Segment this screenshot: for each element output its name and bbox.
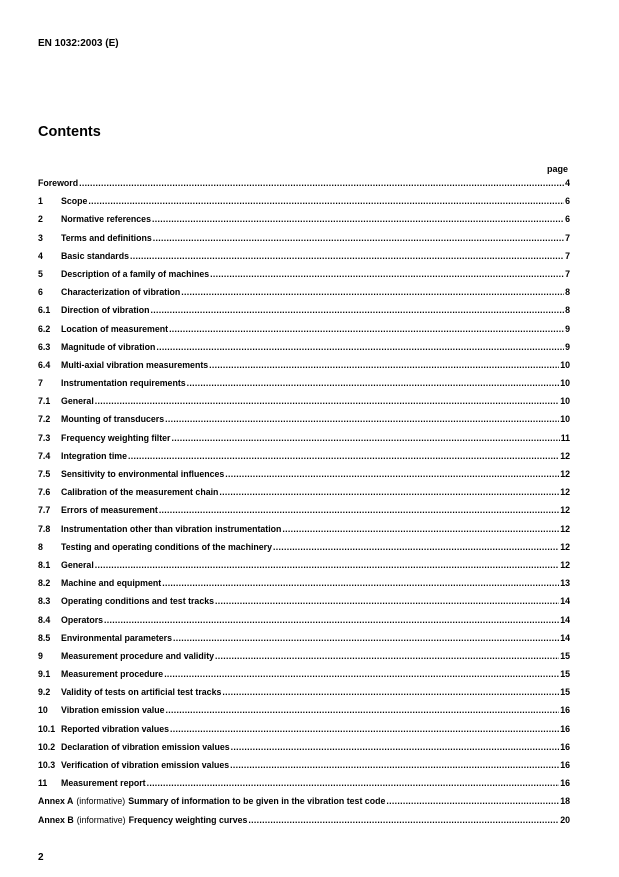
toc-entry-page: 12 — [560, 469, 570, 479]
toc-entry[interactable] — [38, 724, 570, 742]
toc-entry-number: 10.3 — [38, 760, 56, 770]
toc-entry-title: Instrumentation requirements — [61, 378, 186, 389]
toc-entry-number: 7.5 — [38, 469, 51, 479]
toc-entry-page: 12 — [560, 505, 570, 516]
toc-entry[interactable] — [38, 633, 570, 651]
toc-entry[interactable] — [38, 778, 570, 796]
dot-leader — [173, 633, 559, 643]
toc-entry[interactable] — [38, 560, 570, 578]
toc-entry-number: 7.4 — [38, 450, 51, 461]
toc-entry-informative: (informative) — [76, 796, 126, 807]
toc-entry-page: 8 — [565, 305, 570, 316]
toc-entry-title: Instrumentation other than vibration instrumentation — [61, 523, 282, 534]
toc-entry[interactable] — [38, 196, 570, 214]
dot-leader — [162, 578, 559, 588]
toc-entry-page: 12 — [560, 541, 570, 552]
toc-entry[interactable] — [38, 342, 570, 360]
toc-entry-page: 11 — [560, 432, 570, 443]
dot-leader — [150, 305, 564, 315]
toc-entry[interactable] — [38, 324, 570, 342]
toc-entry-page: 18 — [560, 796, 570, 807]
toc-entry-number: 3 — [38, 232, 43, 243]
toc-entry-title: Description of a family of machines — [61, 268, 210, 279]
toc-entry-page: 14 — [560, 632, 570, 643]
toc-entry[interactable] — [38, 687, 570, 705]
toc-entry-number: Annex B — [38, 814, 74, 825]
toc-entry[interactable] — [38, 433, 570, 451]
toc-entry[interactable] — [38, 178, 570, 196]
dot-leader — [248, 815, 559, 825]
toc-entry-title: Normative references — [61, 214, 151, 225]
toc-entry-number: 6.3 — [38, 341, 51, 352]
toc-entry-page: 20 — [560, 814, 570, 825]
toc-entry-title: Basic standards — [61, 250, 129, 261]
dot-leader — [130, 251, 564, 261]
toc-entry-number: 9.1 — [38, 669, 51, 680]
toc-entry-title: Operators — [61, 614, 104, 625]
toc-entry-number: 8.2 — [38, 578, 51, 589]
toc-entry-page: 8 — [565, 287, 570, 298]
toc-entry-title: Measurement report — [61, 778, 146, 789]
toc-entry-page: 13 — [560, 578, 570, 589]
table-of-contents — [38, 178, 570, 833]
toc-entry-page: 7 — [565, 268, 570, 279]
toc-entry[interactable] — [38, 815, 570, 833]
dot-leader — [79, 178, 564, 188]
toc-entry-page: 7 — [565, 232, 570, 243]
toc-entry-page: 9 — [565, 323, 570, 334]
toc-entry-number: 7 — [38, 378, 43, 389]
toc-entry-title: Environmental parameters — [61, 632, 172, 643]
toc-entry[interactable] — [38, 742, 570, 760]
toc-entry[interactable] — [38, 651, 570, 669]
toc-entry-page: 15 — [560, 669, 570, 680]
toc-entry-page: 12 — [560, 523, 570, 534]
toc-entry-title: Frequency weighting curves — [128, 814, 248, 825]
toc-entry-title: Mounting of transducers — [61, 414, 165, 425]
toc-entry[interactable] — [38, 596, 570, 614]
toc-entry-number: 1 — [38, 196, 43, 207]
toc-entry-number: 8.5 — [38, 632, 51, 643]
dot-leader — [164, 669, 559, 679]
dot-leader — [215, 596, 559, 606]
dot-leader — [209, 360, 559, 370]
toc-entry-title: General — [61, 396, 94, 407]
toc-entry-title: Measurement procedure and validity — [61, 650, 215, 661]
toc-entry[interactable] — [38, 251, 570, 269]
toc-entry-title: Testing and operating conditions of the machinery — [61, 541, 272, 552]
toc-entry-title: Direction of vibration — [61, 305, 150, 316]
toc-entry-number: 8.3 — [38, 596, 51, 607]
toc-entry-number: Annex A — [38, 796, 74, 807]
toc-entry-number: 9 — [38, 650, 43, 661]
toc-entry-number: 7.3 — [38, 432, 51, 443]
toc-entry[interactable] — [38, 414, 570, 432]
toc-entry[interactable] — [38, 705, 570, 723]
dot-leader — [165, 705, 559, 715]
toc-entry-number: 4 — [38, 250, 43, 261]
toc-entry-page: 16 — [560, 760, 570, 770]
toc-entry[interactable] — [38, 378, 570, 396]
toc-entry[interactable] — [38, 287, 570, 305]
dot-leader — [187, 378, 560, 388]
dot-leader — [95, 560, 559, 570]
toc-entry-title: Frequency weighting filter — [61, 432, 171, 443]
toc-entry-page: 10 — [560, 359, 570, 370]
page-column-label: page — [546, 164, 568, 174]
toc-entry-page: 16 — [560, 778, 570, 789]
toc-entry-page: 9 — [565, 341, 570, 352]
toc-entry-title: Magnitude of vibration — [61, 341, 156, 352]
toc-entry-number: 7.1 — [38, 396, 51, 407]
dot-leader — [219, 487, 559, 497]
toc-entry-page: 12 — [560, 450, 570, 461]
toc-entry-number: 7.6 — [38, 487, 51, 498]
toc-entry[interactable] — [38, 269, 570, 287]
toc-entry-title: Calibration of the measurement chain — [61, 487, 219, 498]
toc-entry-title: General — [61, 559, 94, 570]
toc-entry-page: 14 — [560, 596, 570, 607]
dot-leader — [153, 233, 564, 243]
dot-leader — [128, 451, 559, 461]
toc-entry-title: Verification of vibration emission values — [61, 760, 230, 770]
dot-leader — [215, 651, 559, 661]
toc-entry-page: 10 — [560, 378, 570, 389]
toc-entry[interactable] — [38, 214, 570, 232]
toc-entry[interactable] — [38, 505, 570, 523]
toc-entry-number: 10.2 — [38, 741, 56, 752]
toc-entry-page: 16 — [560, 723, 570, 734]
toc-entry-page: 6 — [565, 214, 570, 225]
toc-entry[interactable] — [38, 524, 570, 542]
dot-leader — [282, 524, 559, 534]
toc-entry-informative: (informative) — [76, 814, 126, 825]
toc-entry[interactable] — [38, 360, 570, 378]
toc-entry-number: 8.1 — [38, 559, 51, 570]
toc-entry-title: Integration time — [61, 450, 127, 461]
toc-entry-page: 15 — [560, 650, 570, 661]
toc-entry-title: Errors of measurement — [61, 505, 158, 516]
page-number: 2 — [38, 852, 44, 863]
toc-entry-number: 6 — [38, 287, 43, 298]
toc-entry-page: 10 — [560, 414, 570, 425]
toc-entry-page: 16 — [560, 741, 570, 752]
toc-entry-number: 8.4 — [38, 614, 51, 625]
toc-entry-number: 9.2 — [38, 687, 51, 698]
toc-entry-title: Vibration emission value — [61, 705, 165, 716]
toc-entry-title: Summary of information to be given in the vibration test code — [128, 796, 386, 807]
toc-entry[interactable] — [38, 578, 570, 596]
toc-entry-title: Location of measurement — [61, 323, 169, 334]
toc-entry-page: 10 — [560, 396, 570, 407]
toc-entry-page: 12 — [560, 487, 570, 498]
dot-leader — [386, 796, 559, 806]
toc-entry[interactable] — [38, 469, 570, 487]
dot-leader — [170, 724, 559, 734]
dot-leader — [273, 542, 559, 552]
toc-entry-number: 6.4 — [38, 359, 51, 370]
toc-entry-number: 6.1 — [38, 305, 51, 316]
page-title: Contents — [38, 124, 101, 140]
toc-entry-title: Scope — [61, 196, 88, 207]
toc-entry-number: 7.8 — [38, 523, 51, 534]
toc-entry-page: 6 — [565, 196, 570, 207]
toc-entry-number: 11 — [38, 778, 48, 789]
dot-leader — [169, 324, 564, 334]
dot-leader — [230, 760, 559, 770]
toc-entry-page: 15 — [560, 687, 570, 698]
dot-leader — [181, 287, 564, 297]
toc-entry[interactable] — [38, 451, 570, 469]
dot-leader — [210, 269, 564, 279]
toc-entry-number: 7.2 — [38, 414, 51, 425]
dot-leader — [222, 687, 559, 697]
toc-entry-title: Validity of tests on artificial test tracks — [61, 687, 222, 698]
toc-entry-title: Operating conditions and test tracks — [61, 596, 214, 607]
dot-leader — [165, 414, 559, 424]
toc-entry-number: 7.7 — [38, 505, 51, 516]
dot-leader — [147, 778, 560, 788]
toc-entry[interactable] — [38, 615, 570, 633]
dot-leader — [156, 342, 564, 352]
toc-entry-number: 5 — [38, 268, 43, 279]
toc-entry-title: Reported vibration values — [61, 723, 170, 734]
toc-entry-title: Terms and definitions — [61, 232, 152, 243]
toc-entry-number: 8 — [38, 541, 43, 552]
toc-entry-title: Multi-axial vibration measurements — [61, 359, 209, 370]
toc-entry-title: Measurement procedure — [61, 669, 164, 680]
toc-entry-title: Sensitivity to environmental influences — [61, 469, 225, 479]
toc-entry[interactable] — [38, 760, 570, 778]
toc-entry-page: 14 — [560, 614, 570, 625]
toc-entry[interactable] — [38, 396, 570, 414]
toc-entry-page: 16 — [560, 705, 570, 716]
toc-entry[interactable] — [38, 796, 570, 814]
dot-leader — [171, 433, 559, 443]
toc-entry-title: Characterization of vibration — [61, 287, 181, 298]
dot-leader — [95, 396, 559, 406]
dot-leader — [88, 196, 564, 206]
dot-leader — [104, 615, 559, 625]
toc-entry-number: 2 — [38, 214, 43, 225]
toc-entry-title: Declaration of vibration emission values — [61, 741, 230, 752]
toc-entry[interactable] — [38, 487, 570, 505]
toc-entry-title: Machine and equipment — [61, 578, 162, 589]
toc-entry[interactable] — [38, 669, 570, 687]
toc-entry-page: 7 — [565, 250, 570, 261]
toc-entry[interactable] — [38, 305, 570, 323]
toc-entry-page: 12 — [560, 559, 570, 570]
dot-leader — [225, 469, 559, 479]
toc-entry[interactable] — [38, 233, 570, 251]
toc-entry-page: 4 — [565, 178, 570, 188]
toc-entry-number: 6.2 — [38, 323, 51, 334]
dot-leader — [152, 214, 564, 224]
toc-entry-number: 10 — [38, 705, 48, 716]
dot-leader — [159, 505, 559, 515]
dot-leader — [231, 742, 560, 752]
toc-entry[interactable] — [38, 542, 570, 560]
document-header: EN 1032:2003 (E) — [38, 38, 119, 49]
toc-entry-title: Foreword — [38, 178, 79, 188]
toc-entry-number: 10.1 — [38, 723, 56, 734]
